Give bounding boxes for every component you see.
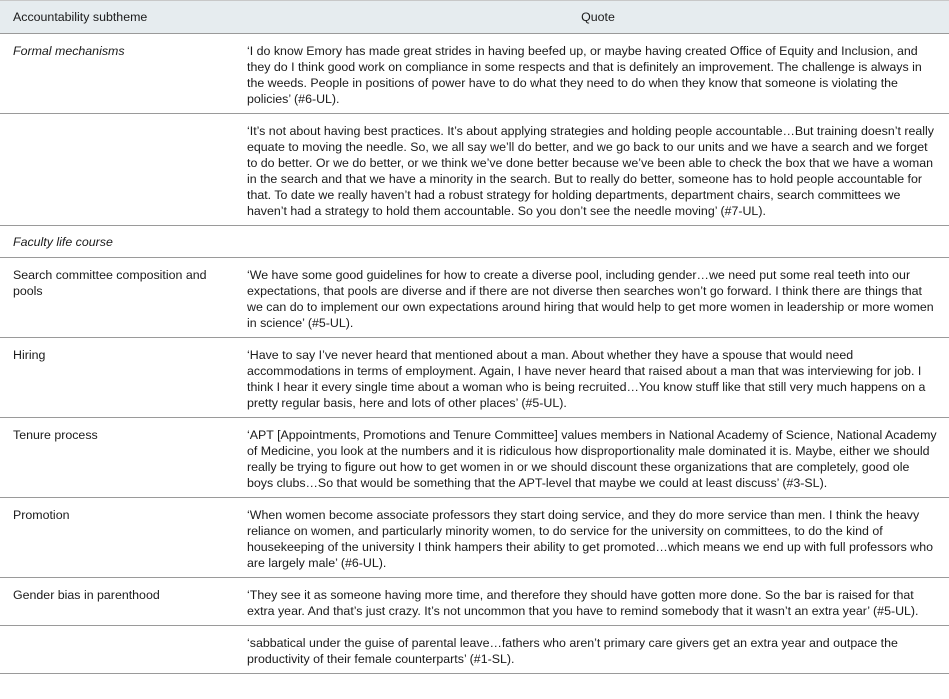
table-row [0, 578, 949, 626]
section-faculty-life-course: Faculty life course [0, 226, 247, 258]
subtheme-cell: Tenure process [0, 418, 247, 498]
table-row [0, 258, 949, 338]
subtheme-cell: Gender bias in parenthood [0, 578, 247, 626]
subtheme-cell: Hiring [0, 338, 247, 418]
section-empty-cell [247, 226, 949, 258]
quote-cell: ‘We have some good guidelines for how to create a diverse pool, including gender…we need put some real teeth into our expectations, that pools are diverse and if there are not diverse then searches won’t go forward. I think there are things that we can do to implement our own expectations around hiring that would help to get more women in leadership or more women in science’ (#5-UL). [247, 258, 949, 338]
quote-cell: ‘They see it as someone having more time, and therefore they should have gotten more done. So the bar is raised for that extra year. And that’s just crazy. It’s not uncommon that you have to remind somebody that it wasn’t an extra year’ (#5-UL). [247, 578, 949, 626]
quote-cell: ‘Have to say I’ve never heard that mentioned about a man. About whether they have a spouse that would need accommodations in terms of employment. Again, I have never heard that raised about a man that was interviewing for job. I think I hear it every single time about a woman who is being recruited…You know stuff like that still very much happens on a pretty regular basis, here and lots of other places’ (#5-UL). [247, 338, 949, 418]
subtheme-cell [0, 114, 247, 226]
table-row [0, 114, 949, 226]
table-row [0, 34, 949, 114]
header-row [0, 1, 949, 34]
table-row [0, 418, 949, 498]
table-row [0, 338, 949, 418]
quote-cell: ‘When women become associate professors they start doing service, and they do more service than men. I think the heavy reliance on women, and particularly minority women, to do service for the university on committees, to do the kind of housekeeping of the university I think hampers their ability to get promoted…which means we end up with full professors who are largely male’ (#6-UL). [247, 498, 949, 578]
subtheme-cell: Search committee composition and pools [0, 258, 247, 338]
quote-cell: ‘I do know Emory has made great strides in having beefed up, or maybe having created Office of Equity and Inclusion, and they do I think good work on compliance in some respects and that is definitely an improvement. The challenge is always in the weeds. People in positions of power have to do what they need to do when they know that someone is violating the policies’ (#6-UL). [247, 34, 949, 114]
section-row [0, 226, 949, 258]
section-formal-mechanisms: Formal mechanisms [0, 34, 247, 114]
subtheme-cell: Promotion [0, 498, 247, 578]
table-row [0, 498, 949, 578]
header-quote: Quote [247, 1, 949, 34]
quote-cell: ‘sabbatical under the guise of parental leave…fathers who aren’t primary care givers get an extra year and outpace the productivity of their female counterparts’ (#1-SL). [247, 626, 949, 674]
table-row [0, 626, 949, 674]
quote-cell: ‘It’s not about having best practices. It’s about applying strategies and holding people accountable…But training doesn’t really equate to moving the needle. So, we all say we’ll do better, and we go back to our units and we have a search and we forget to do better. Or we do better, or we think we’ve done better because we’ve been able to check the box that we have a woman in the search and that we have a minority in the search. But to really do better, someone has to hold people accountable for that. To date we really haven’t had a robust strategy for holding departments, department chairs, search committees we haven’t had a strategy to hold them accountable. So you don’t see the needle moving’ (#7-UL). [247, 114, 949, 226]
quote-cell: ‘APT [Appointments, Promotions and Tenure Committee] values members in National Academy of Science, National Academy of Medicine, you look at the numbers and it is ridiculous how disproportionality male dominated it is. Maybe, either we should really be trying to figure out how to get women in or we should discount these organizations that are completely, good ole boys clubs…So that would be something that the APT-level that maybe we could at least discuss’ (#3-SL). [247, 418, 949, 498]
header-subtheme: Accountability subtheme [0, 1, 247, 34]
subtheme-cell [0, 626, 247, 674]
